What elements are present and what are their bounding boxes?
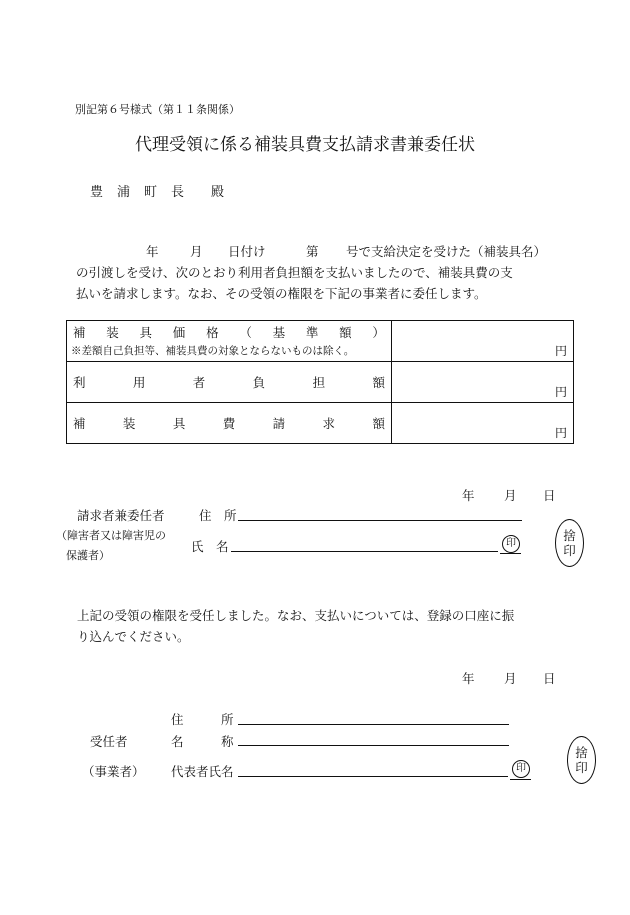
yen-unit: 円	[554, 344, 567, 358]
label-char: 準	[305, 325, 319, 340]
discard-seal-char: 印	[575, 760, 588, 775]
label-char: 請	[272, 416, 286, 431]
acceptance-line: 上記の受領の権限を受任しました。なお、支払いについては、登録の口座に振	[77, 608, 515, 623]
body-year-label: 年	[146, 244, 159, 259]
table-row	[67, 403, 574, 444]
delegate-address-label: 住 所	[171, 712, 234, 727]
body-month-label: 月	[190, 244, 203, 259]
label-char: 補	[73, 325, 86, 340]
label-char: （	[239, 325, 252, 340]
label-char: 負	[252, 375, 266, 390]
body-number-suffix: 号で支給決定を受けた（補装具名）	[346, 244, 547, 259]
delegate-rep-line[interactable]	[238, 776, 508, 777]
label-char: 具	[172, 416, 186, 431]
requester-role-note: 保護者）	[66, 549, 110, 562]
label-char: 利	[73, 375, 86, 390]
value-cell-claim-amount[interactable]	[392, 403, 574, 444]
value-cell-user-burden[interactable]	[392, 362, 574, 403]
document-title: 代理受領に係る補装具費支払請求書兼委任状	[135, 135, 475, 155]
label-cell-user-burden	[67, 362, 392, 403]
requester-name-line[interactable]	[231, 551, 498, 552]
discard-seal-icon	[555, 519, 584, 567]
body-line: の引渡しを受け、次のとおり利用者負担額を支払いましたので、補装具費の支	[76, 265, 513, 280]
discard-seal-char: 捨	[575, 745, 588, 760]
label-char: 者	[192, 375, 206, 390]
delegate-company-label: 名 称	[171, 734, 234, 749]
delegate-date-day: 日	[543, 671, 556, 686]
label-char: ）	[372, 325, 385, 340]
acceptance-line: り込んでください。	[77, 629, 190, 644]
label-char: 装	[106, 325, 119, 340]
requester-role: 請求者兼委任者	[77, 508, 165, 523]
label-char: 補	[73, 416, 86, 431]
delegate-role-note: （事業者）	[82, 764, 145, 779]
discard-seal-char: 捨	[563, 528, 576, 543]
label-char: 格	[206, 325, 219, 340]
body-number-prefix: 第	[306, 244, 319, 259]
addressee-char: 町	[143, 185, 157, 200]
label-char: 基	[272, 325, 286, 340]
delegate-date-month: 月	[504, 671, 517, 686]
addressee-char: 浦	[116, 185, 130, 200]
requester-name-label: 氏 名	[191, 539, 229, 554]
yen-unit: 円	[554, 426, 567, 440]
body-line: 払いを請求します。なお、その受領の権限を下記の事業者に委任します。	[76, 286, 487, 301]
requester-date-day: 日	[543, 488, 556, 503]
requester-address-line[interactable]	[238, 520, 522, 521]
label-char: 費	[222, 416, 236, 431]
label-cell-claim-amount	[67, 403, 392, 444]
body-dated-label: 日付け	[228, 244, 266, 259]
table-row	[67, 362, 574, 403]
yen-unit: 円	[554, 385, 567, 399]
label-char: 額	[372, 375, 385, 390]
label-char: 用	[132, 375, 146, 390]
claim-amount-label	[67, 403, 391, 432]
delegate-date-year: 年	[462, 671, 475, 686]
fees-table	[66, 320, 574, 444]
label-char: 価	[172, 325, 186, 340]
delegate-address-line[interactable]	[238, 724, 509, 725]
delegate-company-line[interactable]	[238, 745, 509, 746]
label-char: 求	[322, 416, 336, 431]
label-char: 担	[312, 375, 326, 390]
seal-underline	[510, 779, 531, 780]
label-char: 具	[139, 325, 153, 340]
addressee-char: 豊	[90, 185, 104, 200]
addressee-char: 長	[170, 185, 184, 200]
discard-seal-char: 印	[563, 543, 576, 558]
label-cell-standard-price	[67, 321, 392, 362]
seal-mark-icon: 印	[512, 760, 530, 778]
seal-underline	[500, 553, 521, 554]
requester-date-year: 年	[462, 488, 475, 503]
label-char: 額	[372, 416, 385, 431]
user-burden-label	[67, 362, 391, 391]
delegate-rep-label: 代表者氏名	[171, 764, 234, 779]
addressee-name	[90, 181, 184, 200]
addressee-honorific: 殿	[211, 185, 225, 200]
requester-date-month: 月	[504, 488, 517, 503]
discard-seal-icon	[567, 736, 596, 784]
requester-role-note: （障害者又は障害児の	[56, 529, 166, 542]
form-reference: 別記第６号様式（第１１条関係）	[75, 103, 240, 116]
table-row	[67, 321, 574, 362]
label-char: 額	[339, 325, 352, 340]
standard-price-note: ※差額自己負担等、補装具費の対象とならないものは除く。	[71, 345, 355, 357]
value-cell-standard-price[interactable]	[392, 321, 574, 362]
delegate-role: 受任者	[90, 734, 128, 749]
seal-mark-icon: 印	[502, 535, 520, 553]
requester-address-label: 住 所	[199, 508, 237, 523]
label-char: 装	[122, 416, 136, 431]
standard-price-label	[67, 321, 391, 341]
